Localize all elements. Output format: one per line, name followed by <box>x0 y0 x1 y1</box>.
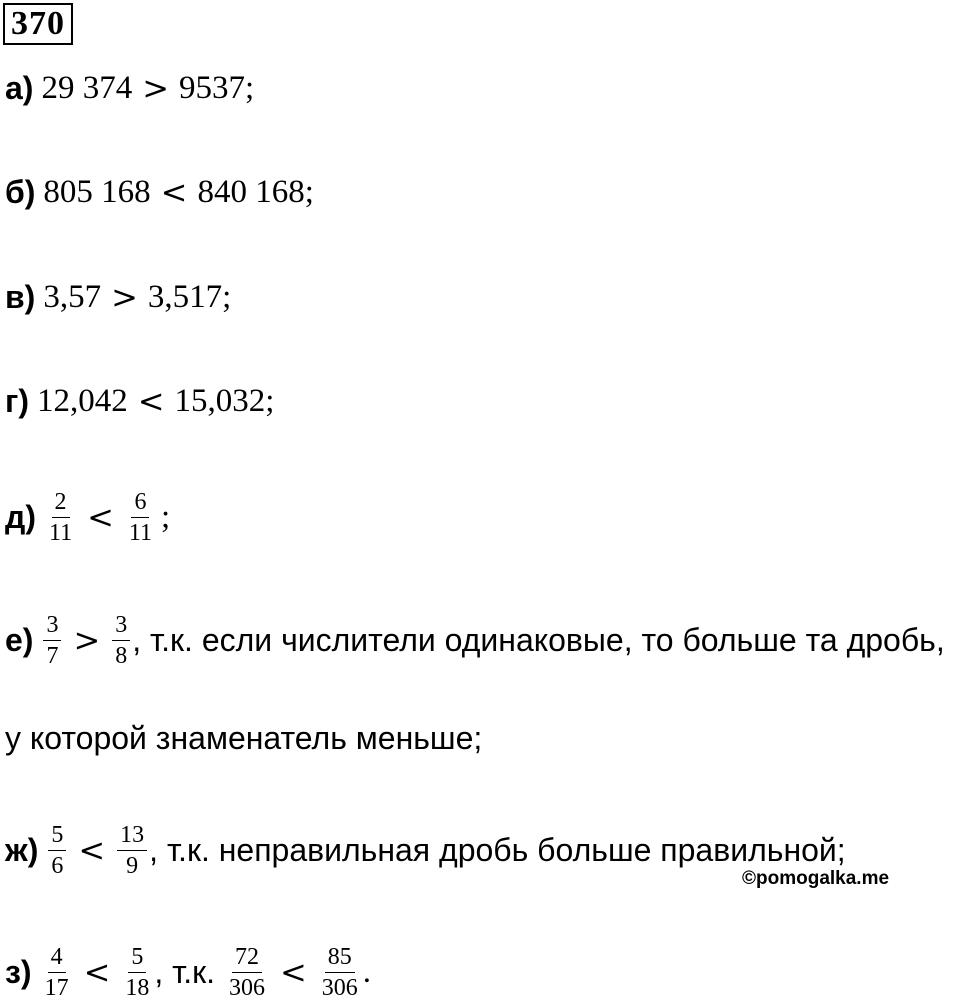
relation-sign: > <box>142 69 170 107</box>
relation-sign: < <box>137 382 165 420</box>
left-value: 805 168 <box>43 173 151 210</box>
problem-number: 370 <box>3 3 73 45</box>
item-label: з) <box>5 953 32 990</box>
item-a <box>5 58 254 118</box>
explanation-text: , т.к. если числители одинаковые, то больше та дробь, <box>132 621 945 658</box>
fraction <box>319 944 361 1001</box>
relation-sign: > <box>111 278 138 316</box>
item-e-continuation <box>5 708 482 768</box>
denominator: 9 <box>126 852 139 879</box>
item-label: а) <box>5 69 34 106</box>
relation-sign: > <box>73 621 101 659</box>
fraction <box>226 944 268 1001</box>
fraction <box>48 822 66 879</box>
relation-sign: < <box>279 953 307 991</box>
item-label: в) <box>5 278 36 315</box>
explanation-text: , т.к. <box>154 953 224 990</box>
right-value: 15,032 <box>174 382 266 419</box>
fraction <box>43 612 61 669</box>
numerator: 5 <box>128 944 146 973</box>
fraction <box>42 944 72 1001</box>
relation-sign: < <box>83 953 111 991</box>
watermark: ©pomogalka.me <box>742 868 890 889</box>
item-z <box>5 942 371 1002</box>
left-value: 3,57 <box>43 278 102 315</box>
line-end: ; <box>222 278 232 315</box>
fraction <box>117 822 147 879</box>
numerator: 4 <box>48 944 66 973</box>
denominator: 7 <box>46 642 59 669</box>
item-v <box>5 267 231 327</box>
item-zh <box>5 820 846 880</box>
denominator: 17 <box>44 974 69 1001</box>
fraction <box>122 944 152 1001</box>
denominator: 11 <box>48 519 73 546</box>
left-value: 12,042 <box>36 382 128 419</box>
item-label: б) <box>5 173 36 210</box>
line-end: ; <box>265 382 275 419</box>
right-value: 840 168 <box>197 173 305 210</box>
denominator: 6 <box>51 852 64 879</box>
fraction <box>126 489 155 546</box>
item-label: ж) <box>5 831 39 868</box>
explanation-text: , т.к. неправильная дробь больше правильной; <box>149 831 846 868</box>
left-value: 29 374 <box>41 69 133 106</box>
numerator: 72 <box>232 944 262 973</box>
denominator: 306 <box>228 974 265 1001</box>
item-label: г) <box>5 382 29 419</box>
item-label: е) <box>5 621 34 658</box>
numerator: 6 <box>131 489 149 518</box>
denominator: 18 <box>125 974 150 1001</box>
denominator: 306 <box>321 974 358 1001</box>
fraction <box>112 612 130 669</box>
numerator: 3 <box>43 612 61 641</box>
explanation-text: у которой знаменатель меньше; <box>5 719 483 756</box>
numerator: 3 <box>112 612 130 641</box>
item-g <box>5 371 274 431</box>
fraction <box>46 489 75 546</box>
line-end: ; <box>245 69 255 106</box>
line-end: ; <box>304 173 314 210</box>
right-value: 3,517 <box>147 278 223 315</box>
item-b <box>5 162 314 222</box>
item-label: д) <box>5 498 36 535</box>
item-e <box>5 610 945 670</box>
relation-sign: < <box>87 498 114 536</box>
line-end: ; <box>161 498 171 535</box>
line-end: . <box>362 953 371 990</box>
numerator: 85 <box>325 944 355 973</box>
item-d <box>5 487 170 547</box>
right-value: 9537 <box>179 69 246 106</box>
numerator: 2 <box>52 489 70 518</box>
denominator: 8 <box>115 642 128 669</box>
numerator: 5 <box>48 822 66 851</box>
relation-sign: < <box>78 831 106 869</box>
numerator: 13 <box>117 822 147 851</box>
relation-sign: < <box>160 173 188 211</box>
denominator: 11 <box>128 519 152 546</box>
